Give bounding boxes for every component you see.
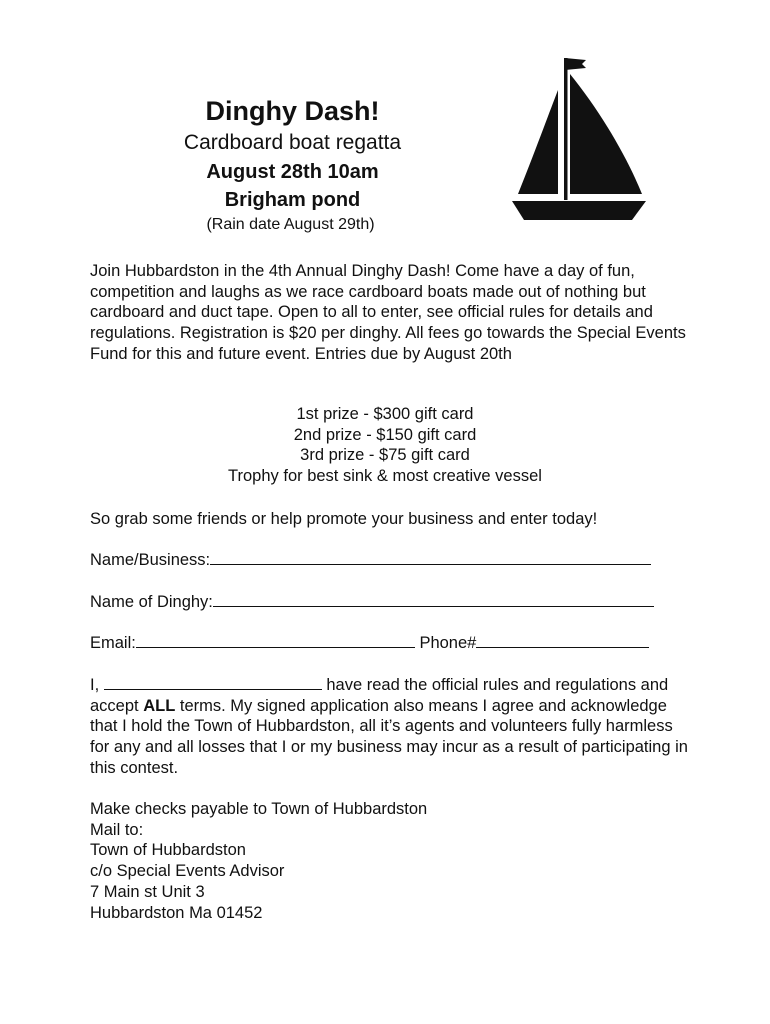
terms-paragraph: [90, 675, 690, 779]
event-subtitle: Cardboard boat regatta: [183, 131, 402, 154]
mailing-line: Mail to:: [90, 820, 144, 839]
name-business-line[interactable]: [210, 550, 651, 565]
name-business-field[interactable]: [90, 550, 651, 570]
rain-date: (Rain date August 29th): [206, 216, 375, 233]
phone-label: Phone#: [419, 634, 477, 652]
mailing-line: c/o Special Events Advisor: [90, 862, 285, 881]
dinghy-name-line[interactable]: [213, 592, 654, 607]
prize-third: 3rd prize - $75 gift card: [300, 446, 470, 465]
event-title: Dinghy Dash!: [205, 96, 380, 126]
email-label: Email:: [90, 634, 136, 652]
terms-emphasis: ALL: [143, 696, 176, 715]
event-location: Brigham pond: [224, 189, 361, 211]
terms-part2: terms. My signed application also means I agree and acknowledge that I hold the Town of Hubbardston, all it’s agents and volunteers fully harmless for any and all losses that I or my business may incur as a result of participating in this contest.: [90, 696, 688, 777]
mailing-info: [90, 799, 690, 923]
email-phone-row: [90, 633, 649, 653]
prize-second: 2nd prize - $150 gift card: [293, 425, 477, 444]
terms-prefix: I,: [90, 676, 100, 694]
event-header: [150, 94, 435, 236]
prize-trophy: Trophy for best sink & most creative vessel: [228, 467, 542, 486]
intro-paragraph: Join Hubbardston in the 4th Annual Dinghy Dash! Come have a day of fun, competition and laughs as we race cardboard boats made out of nothing but cardboard and duct tape. Open to all to enter, see official rules for details and regulations. Registration is $20 per dinghy. All fees go towards the Special Events Fund for this and future event. Entries due by August 20th: [90, 262, 686, 363]
sailboat-icon: [508, 54, 648, 222]
call-to-action: So grab some friends or help promote your business and enter today!: [90, 510, 598, 528]
mailing-line: 7 Main st Unit 3: [90, 882, 205, 901]
terms-part1: have read the official rules and regulations and accept: [90, 676, 669, 715]
mailing-line: Hubbardston Ma 01452: [90, 903, 263, 922]
email-line[interactable]: [136, 633, 415, 648]
phone-line[interactable]: [476, 633, 649, 648]
prize-first: 1st prize - $300 gift card: [296, 405, 474, 423]
dinghy-name-field[interactable]: [90, 592, 654, 612]
dinghy-name-label: Name of Dinghy:: [90, 593, 213, 611]
event-date: August 28th 10am: [206, 161, 379, 183]
mailing-line: Make checks payable to Town of Hubbardston: [90, 800, 428, 818]
mailing-line: Town of Hubbardston: [90, 841, 246, 860]
name-business-label: Name/Business:: [90, 551, 211, 569]
prize-list: [90, 404, 680, 487]
signer-name-line[interactable]: [104, 675, 322, 690]
